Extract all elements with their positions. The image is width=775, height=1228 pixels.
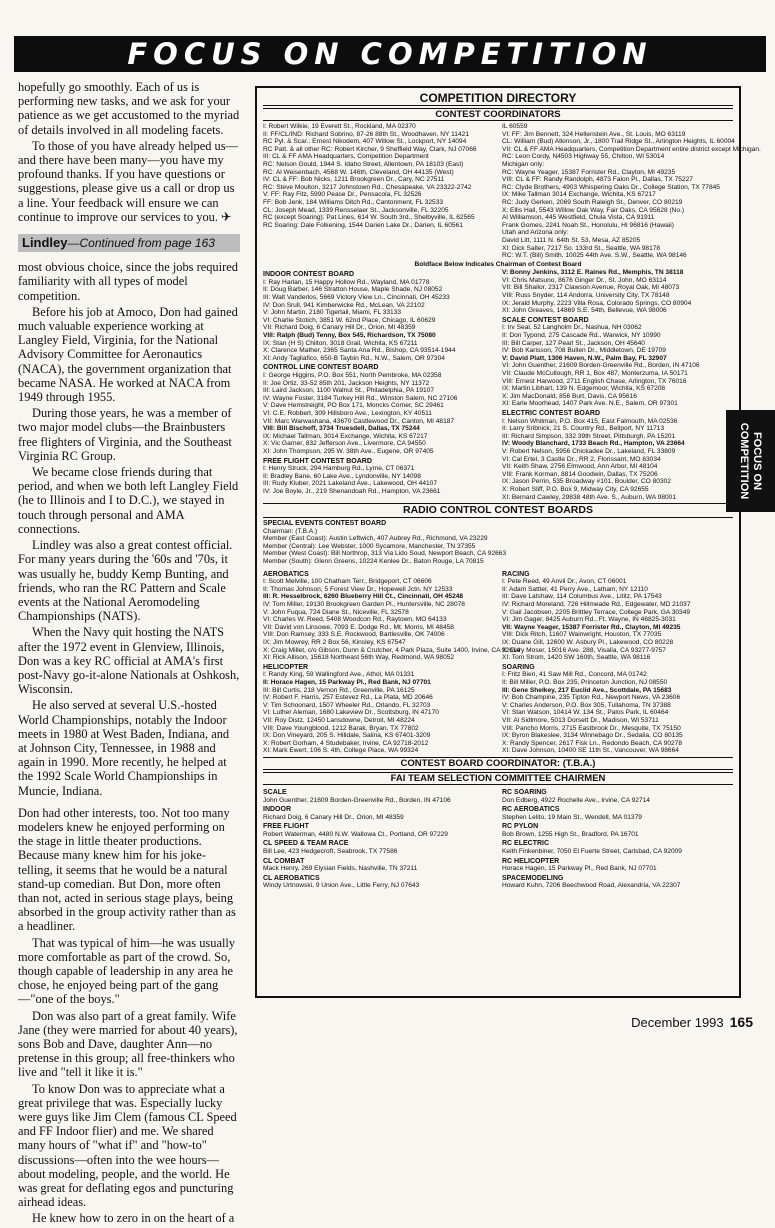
directory-entry: X: Ellis Hall, 5543 Willow Oak Way, Fair Oaks, CA 95628 (No.) (502, 206, 685, 214)
fai-category: RC AEROBATICS (502, 806, 560, 814)
directory-entry: IV: Tom Miller, 19130 Brookgreen Garden Pl., Huntersville, NC 28078 (263, 601, 465, 609)
directory-entry: Member (West Coast): Bill Northrop, 313 Via Lido Soud, Newport Beach, CA 92663 (263, 550, 507, 558)
fai-chairman: Keith Finkenbiner, 7050 El Fuerte Street, Carlsbad, CA 92009 (502, 848, 682, 856)
racing-title: RACING (502, 570, 530, 578)
directory-entry: IX: Mike Tallman 3014 Exchange, Wichita, KS 67217 (502, 191, 656, 199)
directory-entry: V: Charles Anderson, P.O. Box 305, Tullahoma, TN 37388 (502, 701, 671, 709)
directory-entry: RC: Steve Moulton, 3217 Johnstown Rd., Chesapeake, VA 23322-2742 (263, 183, 472, 191)
directory-entry: VII: Roy Distz, 12450 Lansdowne, Detroit, MI 48224 (263, 716, 415, 724)
directory-entry: IX: Byron Blakeslee, 3134 Winnebago Dr., Sedalia, CO 80135 (502, 732, 683, 740)
fai-chairman: Don Edberg, 4922 Rochelle Ave., Irvine, CA 92714 (502, 796, 650, 804)
control-line-board-title: CONTROL LINE CONTEST BOARD (263, 364, 379, 372)
fai-chairman: Windy Urtnowski, 9 Union Ave., Little Ferry, NJ 07643 (263, 882, 420, 890)
directory-entry: II: Horace Hagen, 15 Parkway Pl., Red Bank, NJ 07701 (263, 678, 431, 686)
directory-entry: VIII: CL & FF: Randy Randolph, 4873 Falon Pl., Dallas, TX 75227 (502, 176, 693, 184)
directory-entry: IX: Don Vineyard, 205 S. Hilldale, Salina, KS 67401-3209 (263, 732, 431, 740)
body-paragraph: To know Don was to appreciate what a great privilege that was. Especially lucky were guys like Jim Clem (famous CL Speed and FF Indoor flier) and me. We shared many hours of "what if" and "how-to" discussions—often into the wee hours—about modeling, people, and the world. He was great for deflating egos and puncturing airhead ideas. (18, 1081, 237, 1210)
side-tab-line-1: FOCUS ON (751, 431, 764, 491)
body-paragraph: Before his job at Amoco, Don had gained much valuable experience working at Langley Field, Virginia, for the National Advisory Committee for Aeronautics (NACA), the government organization that became NASA. He worked at NACA from 1949 through 1955. (18, 304, 238, 405)
fai-category: CL AEROBATICS (263, 874, 320, 882)
boards-columns (263, 269, 733, 501)
directory-entry: IX: Duane Gill, 12600 W. Asbury Pl., Lakewood, CO 80228 (502, 639, 674, 646)
free-flight-board-title: FREE FLIGHT CONTEST BOARD (263, 457, 372, 465)
directory-entry: X: Craig Millet, c/o Gibson, Dunn & Crutcher, 4 Park Plaza, Suite 1400, Irvine, CA 92614 (263, 646, 521, 654)
directory-entry: Member (Central): Lee Webster, 1000 Sycamore, Manchester, TN 37355 (263, 542, 476, 550)
directory-entry: VIII: Ernest Harwood, 2711 English Chase, Arlington, TX 76016 (502, 377, 687, 385)
directory-entry: CL: Joseph Mead, 1339 Rensselaer St., Jacksonville, FL 32205 (263, 206, 449, 214)
directory-entry: IV: Wayne Foster, 3184 Turkey Hill Rd., Winston Salem, NC 27106 (263, 394, 458, 402)
directory-entry: VII: Wayne Yeager, 15387 Forrister Rd., Clayton, MI 49235 (502, 623, 681, 631)
fai-chairman: Howard Kuhn, 7206 Beechwood Road, Alexandria, VA 22307 (502, 882, 681, 890)
directory-entry: XI: Bernard Cawley, 29838 48th Ave. S., Auburn, WA 98001 (502, 493, 676, 501)
body-paragraph: He knew how to zero in on the heart of a (32, 1211, 235, 1226)
directory-entry: RC: W.T. (Bill) Smith, 10025 44th Ave. S.W., Seattle, WA 98146 (502, 252, 687, 260)
directory-entry: III: Dave Latshaw, 114 Columbus Ave., Lititz, PA 17543 (502, 593, 662, 601)
body-paragraph: During those years, he was a member of two major model clubs—the Brainbusters free flighters of Virginia, and the Southeast Virginia RC Group. (18, 406, 232, 463)
directory-entry: RC: Clyde Brothers, 4903 Whispering Oaks Dr., College Station, TX 77845 (502, 183, 720, 191)
control-line-board-list (263, 372, 494, 456)
fai-category: SCALE (263, 788, 287, 796)
fai-category: CL COMBAT (263, 857, 305, 865)
directory-entry: VIII: Pancho Morris, 2715 Eastbrook Dr., Mesquite, TX 75150 (502, 724, 681, 732)
fai-chairman: Bill Lee, 423 Hedgecroft, Seabrook, TX 77586 (263, 848, 398, 856)
aerobatics-list (263, 578, 521, 662)
fai-chairman: John Guenther, 21609 Borden-Greenville Rd., Borden, IN 47106 (263, 796, 451, 804)
directory-entry: IV: Don Srull, 941 Kimberwicke Rd., McLean, VA 22102 (263, 301, 425, 309)
soaring-list (502, 671, 733, 755)
directory-entry: XI: Dick Salter, 7217 So. 133rd St., Seattle, WA 98178 (502, 244, 661, 252)
boldface-note: Boldface Below Indicates Chairman of Contest Board (414, 260, 582, 268)
directory-entry: V: Bonny Jenkins, 3112 E. Raines Rd., Memphis, TN 38118 (502, 269, 684, 277)
side-tab-line-2: COMPETITION (738, 422, 751, 500)
helicopter-list (263, 671, 494, 755)
directory-entry: Member (East Coast): Austin Leftwich, 407 Aubrey Rd., Richmond, VA 23229 (263, 535, 488, 543)
directory-entry: RC: Wayne Yeager, 15387 Forrister Rd., Clayton, MI 49235 (502, 168, 676, 176)
fai-category: RC ELECTRIC (502, 840, 550, 848)
directory-entry: VIII: Frank Korman, 8814 Goodwin, Dallas, TX 75206 (502, 470, 658, 478)
page-number: 165 (729, 1014, 753, 1030)
boards-right (502, 269, 733, 501)
directory-entry: X: Robert Sliff, P.O. Box 9, Midway City, CA 92655 (502, 485, 649, 493)
racing-list (502, 578, 733, 662)
directory-entry: III: Laird Jackson, 1100 Walnut St., Philadelphia, PA 19107 (263, 387, 435, 395)
directory-entry: VI: Stan Watson, 10414 W. 134 St., Palos Park, IL 60464 (502, 709, 669, 717)
free-flight-board-list-cont (502, 269, 733, 315)
electric-board-list (502, 418, 733, 502)
directory-entry: IV: Joe Boyle, Jr., 219 Shenandoah Rd., Hampton, VA 23661 (263, 487, 441, 495)
coordinators-columns (263, 123, 761, 260)
indoor-board-title: INDOOR CONTEST BOARD (263, 271, 354, 279)
issue-date: December 1993 (631, 1015, 724, 1030)
directory-entry: V: Robert Nelson, 5956 Chickadee Dr., Lakeland, FL 33809 (502, 447, 676, 455)
directory-entry: X: Clarence Mather, 2365 Santa Ana Rd., Bishop, CA 93514-1944 (263, 347, 456, 355)
directory-entry: III: Bill Curtis, 218 Vernon Rd., Greenville, PA 16125 (263, 686, 415, 694)
directory-entry: IV: Woody Blanchard, 1733 Beach Rd., Hampton, VA 23664 (502, 440, 685, 448)
electric-board-title: ELECTRIC CONTEST BOARD (502, 409, 600, 417)
side-tab (726, 410, 775, 512)
special-events-title: SPECIAL EVENTS CONTEST BOARD (263, 520, 387, 528)
fai-chairman: Stephen Lelito, 19 Main St., Wendell, MA 01379 (502, 813, 642, 821)
directory-entry: II: Bill Miller, P.O. Box 235, Princeton Junction, NJ 08550 (502, 678, 668, 686)
directory-entry: RC: Nelson Gould, 1944 S. Idaho Street, Allentown, PA 18103 (East) (263, 160, 464, 168)
fai-chairman: Robert Waterman, 4480 N.W. Wallowa Ct., Portland, OR 97229 (263, 830, 448, 838)
directory-entry: Michigan only: (502, 160, 545, 168)
directory-entry: IV: Bob Champine, 235 Tipton Rd., Newport News, VA 23606 (502, 694, 681, 702)
directory-entry: I: George Higgins, P.O. Box 551, North Pembroke, MA 02358 (263, 372, 442, 379)
directory-entry: III: Walt Vanderlos, 5669 Victory View Ln., Cincinnati, OH 45233 (263, 294, 450, 302)
helicopter-title: HELICOPTER (263, 663, 309, 671)
soaring-title: SOARING (502, 663, 535, 671)
fai-category: INDOOR (263, 806, 291, 814)
directory-entry: VIII: Dave Youngblood, 1212 Barak, Bryan, TX 77802 (263, 724, 419, 732)
directory-entry: VI: Cal Ertel, 3 Castle Dr., RR 2, Florissant, MO 63034 (502, 455, 661, 463)
directory-entry: III: Gene Shelkey, 217 Euclid Ave., Scottdale, PA 15683 (502, 686, 672, 694)
directory-entry: RC: Judy Gerken, 2069 South Raleigh St., Denver, CO 80219 (502, 198, 683, 206)
rc-boards-title: RADIO CONTROL CONTEST BOARDS (263, 503, 733, 518)
directory-entry: V: John Fuqua, 724 Diane St., Niceville, FL 32578 (263, 608, 409, 616)
body-paragraph: That was typical of him—he was usually more comfortable as part of the crowd. So, though capable of leadership in any area he chose, he enjoyed being part of the gang—"one of the boys." (18, 935, 236, 1007)
directory-entry: XI: Andy Tagliafico, 650-B Taybin Rd., N.W., Salem, OR 97304 (263, 354, 445, 362)
directory-entry: I: Randy King, 59 Wallingford Ave., Athol, MA 01331 (263, 671, 415, 679)
directory-entry: XI: John Greaves, 14869 S.E. 54th, Bellevue, WA 98006 (502, 307, 667, 315)
directory-entry: I: Robert Wilkie, 19 Everett St., Rockland, MA 02370 (263, 123, 416, 130)
directory-entry: V: FF: Ray Fitz, 5990 Pease Dr., Pensacola, FL 32526 (263, 191, 422, 199)
fai-title: FAI TEAM SELECTION COMMITTEE CHAIRMEN (263, 772, 733, 785)
directory-entry: III: Rudy Kluber, 2021 Lakeland Ave., Lakewood, OH 44107 (263, 480, 437, 488)
directory-entry: X: Randy Spencer, 2617 Fisk Ln., Redondo Beach, CA 90278 (502, 739, 682, 747)
continued-from: —Continued from page 163 (67, 236, 215, 251)
fai-chairman: Bob Brown, 1255 High St., Bradford, PA 16701 (502, 830, 639, 838)
directory-entry: VII: Richard Doig, 6 Canary Hill Dr., Orion, MI 48359 (263, 324, 416, 332)
section-banner: FOCUS ON COMPETITION (14, 36, 766, 72)
body-paragraph: Lindley was also a great contest official. For many years during the '60s and '70s, it was usually he, buddy Kemp Bunting, and friends, who ran the RC Pattern and Scale events at the National Aeromodeling Championships (NATS). (18, 538, 233, 624)
directory-entry: V: John Martin, 2180 Tigertail, Miami, FL 33133 (263, 309, 402, 317)
fai-category: FREE FLIGHT (263, 823, 309, 831)
directory-entry: I: Irv Seal, 52 Langholm Dr., Nashua, NH 03062 (502, 324, 642, 332)
directory-entry: VI: Charlie Stotich, 3851 W. 62nd Place, Chicago, IL 60629 (263, 316, 436, 324)
directory-entry: II: Don Typond, 275 Cascade Rd., Warwick, NY 10990 (502, 332, 661, 340)
directory-entry: II: Joe Ortiz, 33-52 85th 201, Jackson Heights, NY 11372 (263, 379, 430, 387)
directory-entry: FF: Bob Jenk, 184 Williams Ditch Rd., Cantonment, FL 32533 (263, 198, 444, 206)
fai-category: RC SOARING (502, 788, 547, 796)
directory-entry: VI: FF: Jim Bennett, 324 Hellenstein Ave., St. Louis, MO 63119 (502, 130, 686, 138)
free-flight-board-list (263, 465, 494, 495)
directory-entry: VIII: Don Ramsey, 333 S.E. Rockwood, Bartlesville, OK 74006 (263, 631, 445, 639)
fai-columns (263, 787, 733, 890)
fai-chairman: Richard Doig, 6 Canary Hill Dr., Orion, MI 48359 (263, 813, 404, 821)
special-events-list (263, 528, 733, 566)
intro-paragraph-2: To those of you have already helped us—and there have been many—you have my profound thanks. If you have questions or suggestions, please give us a call or drop us a line. Your feedback will ensure we can continue to improve our services to you. ✈ (18, 138, 238, 224)
directory-entry: IX: Jim Mowrey, RR 2 Box 56, Kinsley, KS 67547 (263, 639, 406, 646)
directory-entry: IX: Jason Perrin, 535 Broadway #101, Boulder, CO 80302 (502, 478, 671, 486)
directory-entry: VIII: Dick Ritch, 11607 Wainwright, Houston, TX 77035 (502, 631, 662, 639)
directory-entry: IV: Robert F. Harris, 257 Estevez Rd., La Plata, MD 20646 (263, 694, 433, 702)
article-column (18, 80, 240, 1228)
directory-entry: X: Vic Garner, 832 Jefferson Ave., Livermore, CA 94550 (263, 440, 426, 448)
fai-left (263, 787, 494, 890)
rc-right (502, 569, 733, 755)
directory-entry: V: David Platt, 1306 Haven, N.W., Palm Bay, FL 32907 (502, 354, 667, 362)
fai-category: SPACEMODELING (502, 874, 564, 882)
directory-entry: VI: Chris Matsuno, 8676 Ginger Dr., St. John, MO 63114 (502, 276, 667, 284)
directory-entry: X: Robert Gorham, 4 Studebaker, Irvine, CA 92718-2012 (263, 739, 429, 747)
directory-entry: IV: Bob Karisson, 708 Bullen Dr., Middletown, DE 19709 (502, 347, 666, 355)
directory-entry: IV: Richard Moreland, 726 Hillmeade Rd., Edgewater, MD 21037 (502, 601, 691, 609)
directory-entry: II: Thomas Johnson, 5 Forest View Dr., Hopewell Jctn. NY 12533 (263, 585, 453, 593)
directory-entry: XI: Mark Ewert, 106 S. 4th, College Place, WA 99324 (263, 747, 419, 755)
directory-entry: VII: Marc Warwashana, 43670 Castlewood Dr., Canton, MI 48187 (263, 417, 455, 425)
body-paragraph: When the Navy quit hosting the NATS after the 1972 event in Glenview, Illinois, Don was a key RC official at AMA's first post-Navy go-it-alone Nationals at Oshkosh, Wisconsin. (18, 625, 240, 697)
directory-entry: XI: Dave Johnson, 10400 SE 11th St., Vancouver, WA 98664 (502, 747, 679, 755)
directory-entry: CL: William (Bud) Atkinson, Jr., 1800 Trail Ridge St., Arlington Heights, IL 60004 (502, 138, 735, 146)
continued-header (18, 234, 240, 252)
directory-entry: II: Doug Barber, 146 Stratton House, Maple Shade, NJ 08052 (263, 286, 443, 294)
directory-entry: V: Dave Hemstreight, PO Box 171, Moncks Corner, SC 29461 (263, 402, 444, 410)
directory-entry: VI: Charles W. Reed, 5408 Woodcon Rd., Raytown, MO 64133 (263, 616, 447, 624)
fai-category: CL SPEED & TEAM RACE (263, 840, 349, 848)
directory-entry: Utah and Arizona only: (502, 229, 569, 237)
body-paragraph: He also served at several U.S.-hosted World Championships, notably the Indoor meets in 1980 at West Baden, Indiana, and at Johnson City, Tennessee, in 1988 and again in 1990. More recently, he helped at the 1992 Scale World Championships in Muncie, Indiana. (18, 698, 230, 798)
directory-entry: Chairman: (T.B.A.) (263, 527, 318, 535)
directory-entry: XI: Tom Strom, 1420 SW 160th, Seattle, WA 98116 (502, 654, 651, 662)
directory-title: COMPETITION DIRECTORY (263, 91, 733, 106)
continued-name: Lindley (22, 235, 68, 251)
directory-entry: VII: Claude McCullough, RR 1, Box 487, Monterzuma, IA 50171 (502, 370, 688, 377)
directory-entry: VI: C.E. Robbert, 309 Hillsboro Ave., Lexington, KY 40511 (263, 409, 432, 417)
directory-entry: I: Henry Struck, 294 Hamburg Rd., Lyme, CT 06371 (263, 465, 415, 473)
directory-entry: XI: John Thompson, 295 W. 38th Ave., Eugene, OR 97405 (263, 447, 434, 455)
directory-entry: RC Patt. & all other RC: Robert Kircher, 9 Sheffield Way, Clark, NJ 07066 (263, 145, 477, 153)
directory-entry: IX: Stan (H S) Chilton, 3018 Grail, Wichita, KS 67211 (263, 339, 418, 347)
directory-entry: II: Adam Sattler, 41 Perry Ave., Latham, NY 12110 (502, 585, 648, 593)
directory-entry: David Litt, 1111 N. 64th St. 53, Mesa, AZ 85205 (502, 236, 641, 244)
directory-entry: VIII: Bill Bischoff, 3734 Truesdell, Dallas, TX 75244 (263, 425, 420, 433)
directory-entry: RC: Al Weisenbach, 4568 W. 146th, Cleveland, OH 44135 (West) (263, 168, 454, 176)
body-paragraph: Don had other interests, too. Not too many modelers knew he enjoyed performing on the stage in little theater productions. Because many knew him for his joke-telling, it seems that he would be a natural stand-up comedian. But Don, more often than not, acted in serious stage plays, being absorbed in the group activity rather than as a headliner. (18, 805, 236, 934)
directory-entry: IX: Martin Libhart, 139 N. Edgemoor, Wichita, KS 67208 (502, 385, 666, 393)
board-coordinator: CONTEST BOARD COORDINATOR: (T.B.A.) (263, 757, 733, 770)
directory-entry: II: Bradley Bane, 60 Lake Ave., Lyndonville, NY 14098 (263, 472, 421, 480)
directory-entry: VIII: Ralph (Bud) Tenny, Box 545, Richardson, TX 75080 (263, 332, 436, 340)
fai-chairman: Horace Hagen, 15 Parkway Pl., Red Bank, NJ 07701 (502, 865, 657, 873)
directory-entry: VI: John Guenther, 21609 Borden-Greenville Rd., Borden, IN 47106 (502, 362, 700, 370)
directory-entry: III: Richard Simpson, 332 39th Street, Pittsburgh, PA 15201 (502, 432, 676, 440)
directory-entry: XI: Earle Moorhead, 1407 Park Ave. N.E., Salem, OR 97301 (502, 400, 678, 408)
intro-paragraph-1: hopefully go smoothly. Each of us is performing new tasks, and we ask for your patience as we get accustomed to the myriad of details involved in all modeling facets. (18, 80, 240, 137)
directory-entry: Member (South): Glenn Greens, 10224 Kenlee Dr., Baton Rouge, LA 70815 (263, 558, 484, 566)
scale-board-list (502, 324, 733, 408)
directory-entry: I: Scott Melville, 100 Chatham Terr., Bridgeport, CT 06606 (263, 578, 432, 586)
directory-entry: X: Gary Moser, 15016 Ave. 288, Visalia, CA 93277-9757 (502, 646, 666, 654)
directory-entry: X: Jim MacDonald, 856 Burt, Davis, CA 95616 (502, 392, 637, 400)
directory-entry: Frank Gomes, 2241 Noah St., Honolulu, HI 96816 (Hawaii) (502, 221, 674, 229)
directory-entry: VI: Jim Gager, 8425 Auburn Rd., Ft. Wayne, IN 46825-3031 (502, 616, 676, 624)
directory-entry: III: R. Hesselbrock, 6260 Blueberry Hill Ct., Cincinnati, OH 45248 (263, 593, 464, 601)
directory-entry: IL 60559 (502, 123, 528, 130)
scale-board-title: SCALE CONTEST BOARD (502, 316, 589, 324)
directory-entry: V: Gail Jacobsen, 2205 Brittley Terrace, College Park, GA 30349 (502, 608, 691, 616)
directory-entry: VII: David von Linsowe, 7093 E. Dodge Rd., Mt. Morris, MI 48458 (263, 623, 454, 631)
directory-entry: III: Bill Carper, 127 Pearl St., Jackson, OH 45640 (502, 339, 645, 347)
directory-entry: III: CL & FF AMA Headquarters, Competition Department (263, 153, 429, 161)
directory-entry: I: Ray Harlan, 15 Happy Hollow Rd., Wayland, MA 01778 (263, 278, 430, 286)
directory-entry: XI: Rick Allison, 15618 Northeast 56th Way, Redmond, WA 98052 (263, 654, 455, 662)
coordinators-title: CONTEST COORDINATORS (263, 108, 733, 121)
directory-entry: I: Pete Reed, 49 Anvil Dr., Avon, CT 06001 (502, 578, 627, 586)
boards-left (263, 269, 494, 501)
directory-entry: VII: Bill Shailor, 2317 Clawson Avenue, Royal Oak, MI 48073 (502, 284, 680, 292)
fai-chairman: Mack Henry, 269 Elysian Fields, Nashville, TN 37211 (263, 865, 418, 873)
fai-category: RC HELICOPTER (502, 857, 560, 865)
directory-entry: RC Pyl. & Scar.: Ernest Nikodem, 407 Willow St., Lockport, NY 14094 (263, 138, 467, 146)
directory-entry: V: Tim Schoonard, 1507 Wheeler Rd., Orlando, FL 32703 (263, 701, 431, 709)
fai-category: RC PYLON (502, 823, 539, 831)
directory-entry: II: FF/CL/IND: Richard Sobrino, 87-26 88th St., Woodhaven, NY 11421 (263, 130, 469, 138)
directory-entry: VII: Keith Shaw, 2756 Elmwood, Ann Arbor, MI 48104 (502, 463, 658, 471)
aerobatics-title: AEROBATICS (263, 570, 309, 578)
directory-entry: RC: Leon Cordy, N4503 Highway 55, Chilton, WI 53014 (502, 153, 665, 161)
directory-entry: II: Larry Sribnick, 21 S. Country Rd., Bellport, NY 11713 (502, 425, 665, 433)
directory-entry: VI: Luther Aleman, 1680 Lakeview Dr., Scottsburg, IN 47170 (263, 709, 439, 717)
fai-right (502, 787, 733, 890)
directory-entry: RC (except Soaring): Pat Lines, 614 W. South 3rd., Shelbyville, IL 62565 (263, 214, 475, 222)
rc-columns (263, 569, 733, 755)
directory-entry: I: Nelson Whitman, P.O. Box 415, East Falmouth, MA 02536 (502, 417, 678, 425)
body-paragraph: We became close friends during that period, and when we both left Langley Field (he to Illinois and I to D.C.), we stayed in touch through personal and AMA connections. (18, 465, 239, 536)
directory-entry: RC Soaring: Dale Folkening, 1544 Darien Lake Dr., Darien, IL 60561 (263, 221, 463, 229)
page-footer (631, 1014, 753, 1030)
directory-entry: IX: Jerald Murphy, 2223 Villa Rosa, Colorado Springs, CO 80904 (502, 299, 692, 307)
directory-entry: VIII: Russ Snyder, 114 Andorra, University City, TX 78148 (502, 292, 670, 300)
directory-entry: VII: Al Sidlmore, 5013 Dorsett Dr., Madison, WI 53711 (502, 716, 659, 724)
coordinators-left (263, 123, 494, 260)
body-paragraph: Don was also part of a great family. Wife Jane (they were married for about 40 years), sons Bob and Dave, daughter Ann—no pretense in this group; all free-thinkers who live and "tell it like it is." (18, 1008, 238, 1080)
directory-entry: VII: CL & FF AMA Headquarters, Competition Department entire district except Michigan. (502, 145, 761, 153)
indoor-board-list (263, 279, 494, 363)
body-paragraph: most obvious choice, since the jobs required familiarity with all types of model competition. (18, 260, 238, 303)
directory-entry: I: Fritz Bien, 41 Saw Mill Rd., Concord, MA 01742 (502, 671, 647, 679)
directory-entry: IX: Michael Tallman, 3014 Exchange, Wichita, KS 67217 (263, 432, 428, 440)
directory-entry: Al Williamson, 445 Westfield, Chula Vista, CA 91911 (502, 214, 655, 222)
coordinators-right (502, 123, 761, 260)
side-tab-label (738, 423, 764, 499)
directory-entry: IV: CL & FF: Bob Nicks, 1211 Brookgreen Dr., Cary, NC 27511 (263, 176, 445, 184)
